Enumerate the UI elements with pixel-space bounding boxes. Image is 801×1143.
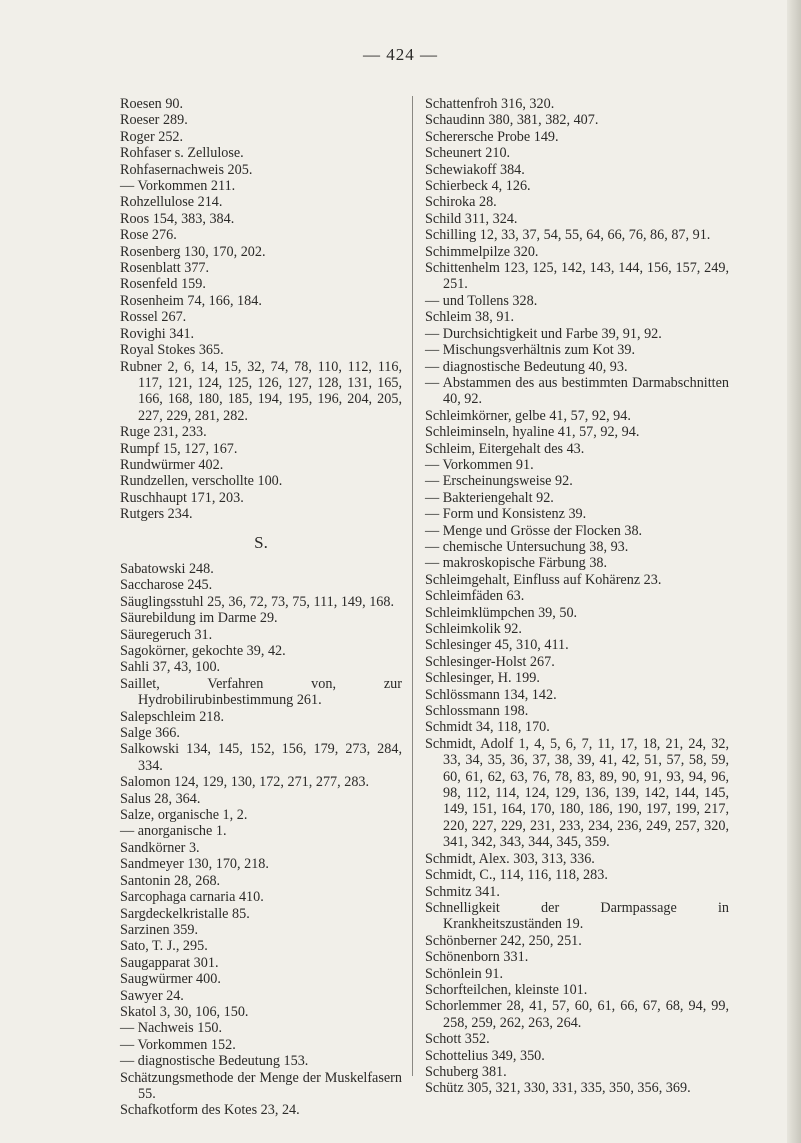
index-entry: Schattenfroh 316, 320. xyxy=(425,96,555,112)
index-entry: Schleimfäden 63. xyxy=(425,588,525,605)
index-entry: Schleim, Eitergehalt des 43. xyxy=(425,440,585,457)
index-entry: Scherersche Probe 149. xyxy=(425,128,559,145)
index-entry: Schätzungsmethode der Menge der Muskelfasern 55. xyxy=(120,1069,402,1102)
index-entry: Schlesinger 45, 310, 411. xyxy=(425,637,569,654)
page-number: — 424 — xyxy=(363,45,438,64)
index-entry: Ruschhaupt 171, 203. xyxy=(120,489,244,506)
index-entry: — diagnostische Bedeutung 153. xyxy=(120,1053,309,1070)
index-entry: — Vorkommen 152. xyxy=(120,1036,236,1053)
index-entry: Schmidt 34, 118, 170. xyxy=(425,719,550,736)
index-column-right xyxy=(425,96,729,1097)
index-entry: Schlesinger, H. 199. xyxy=(425,670,540,687)
index-entry: Schleimkörner, gelbe 41, 57, 92, 94. xyxy=(425,407,631,424)
index-entry: Rundwürmer 402. xyxy=(120,456,224,473)
index-entry: Rundzellen, verschollte 100. xyxy=(120,473,283,490)
index-entry: Schleiminseln, hyaline 41, 57, 92, 94. xyxy=(425,424,640,441)
index-entry: Rovighi 341. xyxy=(120,325,195,342)
index-entry: Rohfasernachweis 205. xyxy=(120,161,253,178)
index-entry: Sabatowski 248. xyxy=(120,560,214,577)
section-letter: S. xyxy=(254,532,268,552)
index-entry: Schleimkolik 92. xyxy=(425,621,522,637)
index-entry: — Vorkommen 91. xyxy=(425,456,534,473)
index-entry: Schmidt, C., 114, 116, 118, 283. xyxy=(425,867,608,884)
index-entry: Roos 154, 383, 384. xyxy=(120,210,235,227)
index-entry: Rubner 2, 6, 14, 15, 32, 74, 78, 110, 112, 116, 117, 121, 124, 125, 126, 127, 128, 131, 165, 166, 168, 180, 185, 194, 195, 196, 204, 205, 227, 229, 281, 282. xyxy=(120,358,402,424)
index-entry: Säuregeruch 31. xyxy=(120,626,213,643)
index-entry: Rohfaser s. Zellulose. xyxy=(120,145,244,162)
index-entry: Roesen 90. xyxy=(120,96,184,112)
index-entry: Säuglingsstuhl 25, 36, 72, 73, 75, 111, 149, 168. xyxy=(120,593,395,610)
index-entry: Schott 352. xyxy=(425,1031,490,1048)
index-entry: — Form und Konsistenz 39. xyxy=(425,506,587,523)
index-entry: Sarcophaga carnaria 410. xyxy=(120,889,264,906)
index-entry: — chemische Untersuchung 38, 93. xyxy=(425,538,629,555)
index-entry: — anorganische 1. xyxy=(120,823,227,840)
index-entry: Schittenhelm 123, 125, 142, 143, 144, 156, 157, 249, 251. xyxy=(425,260,729,293)
index-entry: Schottelius 349, 350. xyxy=(425,1047,545,1064)
entries-sch xyxy=(425,96,729,1097)
index-entry: — und Tollens 328. xyxy=(425,292,538,309)
index-entry: Schönenborn 331. xyxy=(425,949,529,966)
index-entry: — Bakteriengehalt 92. xyxy=(425,489,554,506)
index-entry: Saugwürmer 400. xyxy=(120,971,221,988)
index-entry: Salomon 124, 129, 130, 172, 271, 277, 283. xyxy=(120,774,370,791)
index-entry: Sandmeyer 130, 170, 218. xyxy=(120,856,269,873)
index-entry: Schlossmann 198. xyxy=(425,703,529,720)
index-entry: Schaudinn 380, 381, 382, 407. xyxy=(425,112,599,129)
index-entry: Schafkotform des Kotes 23, 24. xyxy=(120,1102,300,1119)
index-entry: Rutgers 234. xyxy=(120,506,193,523)
index-entry: Schorlemmer 28, 41, 57, 60, 61, 66, 67, 68, 94, 99, 258, 259, 262, 263, 264. xyxy=(425,998,729,1031)
index-entry: Rumpf 15, 127, 167. xyxy=(120,440,238,457)
index-entry: Schorfteilchen, kleinste 101. xyxy=(425,981,588,998)
index-entry: Schewiakoff 384. xyxy=(425,161,525,178)
index-entry: Saugapparat 301. xyxy=(120,954,219,971)
index-entry: Schimmelpilze 320. xyxy=(425,243,539,260)
page-edge xyxy=(787,0,801,1143)
index-entry: Rosenberg 130, 170, 202. xyxy=(120,243,266,260)
index-entry: Schilling 12, 33, 37, 54, 55, 64, 66, 76, 86, 87, 91. xyxy=(425,227,711,244)
index-entry: Schütz 305, 321, 330, 331, 335, 350, 356, 369. xyxy=(425,1080,691,1097)
entries-r xyxy=(120,96,402,523)
index-entry: Saccharose 245. xyxy=(120,577,213,594)
index-entry: — makroskopische Färbung 38. xyxy=(425,555,608,572)
index-entry: Salkowski 134, 145, 152, 156, 179, 273, 284, 334. xyxy=(120,741,402,774)
index-entry: Sahli 37, 43, 100. xyxy=(120,659,221,676)
index-entry: Sawyer 24. xyxy=(120,987,184,1004)
index-entry: Sargdeckelkristalle 85. xyxy=(120,905,250,922)
index-entry: Sandkörner 3. xyxy=(120,839,200,856)
column-divider xyxy=(412,96,413,1076)
index-entry: Schönlein 91. xyxy=(425,965,504,982)
index-entry: Salge 366. xyxy=(120,725,180,742)
index-entry: Royal Stokes 365. xyxy=(120,342,224,359)
index-entry: Schönberner 242, 250, 251. xyxy=(425,932,582,949)
index-entry: Schlössmann 134, 142. xyxy=(425,686,557,703)
index-entry: Rossel 267. xyxy=(120,309,187,326)
index-entry: Schleimgehalt, Einfluss auf Kohärenz 23. xyxy=(425,571,662,588)
index-entry: Schiroka 28. xyxy=(425,194,497,211)
index-entry: — Menge und Grösse der Flocken 38. xyxy=(425,522,643,539)
index-entry: Roeser 289. xyxy=(120,112,188,129)
index-entry: Salze, organische 1, 2. xyxy=(120,807,248,824)
index-entry: Schmidt, Adolf 1, 4, 5, 6, 7, 11, 17, 18, 21, 24, 32, 33, 34, 35, 36, 37, 38, 39, 41, 42, 51, 57, 58, 59, 60, 61, 62, 63, 76, 78, 83, 89, 90, 91, 93, 94, 96, 98, 112, 114, 124, 129, 136, 139, 142, 144, 145, 149, 151, 164, 170, 180, 186, 190, 197, 199, 217, 220, 227, 229, 231, 233, 234, 236, 249, 257, 320, 341, 342, 343, 344, 345, 359. xyxy=(425,735,729,851)
index-entry: Salus 28, 364. xyxy=(120,790,201,807)
index-entry: Schleim 38, 91. xyxy=(425,309,515,326)
index-entry: Ruge 231, 233. xyxy=(120,424,207,441)
index-entry: Rosenheim 74, 166, 184. xyxy=(120,292,262,309)
entries-s xyxy=(120,561,402,1119)
index-entry: Schmitz 341. xyxy=(425,883,500,900)
index-entry: Roger 252. xyxy=(120,128,184,145)
index-entry: Skatol 3, 30, 106, 150. xyxy=(120,1003,249,1020)
index-entry: Säurebildung im Darme 29. xyxy=(120,610,278,627)
index-entry: Santonin 28, 268. xyxy=(120,872,221,889)
index-entry: Saillet, Verfahren von, zur Hydrobilirubinbestimmung 261. xyxy=(120,675,402,709)
index-entry: — Abstammen des aus bestimmten Darmabschnitten 40, 92. xyxy=(425,374,729,408)
index-entry: Scheunert 210. xyxy=(425,145,511,162)
index-entry: Salepschleim 218. xyxy=(120,708,225,725)
index-entry: — Durchsichtigkeit und Farbe 39, 91, 92. xyxy=(425,325,662,342)
index-entry: Rose 276. xyxy=(120,227,177,244)
index-column-left xyxy=(120,96,402,1119)
index-entry: — Nachweis 150. xyxy=(120,1020,223,1037)
index-entry: — Erscheinungsweise 92. xyxy=(425,473,573,490)
index-entry: Rosenblatt 377. xyxy=(120,260,210,277)
index-entry: Schleimklümpchen 39, 50. xyxy=(425,604,578,621)
index-entry: Sagokörner, gekochte 39, 42. xyxy=(120,643,286,659)
index-entry: — Mischungsverhältnis zum Kot 39. xyxy=(425,342,636,359)
index-entry: — Vorkommen 211. xyxy=(120,178,236,195)
index-entry: Rosenfeld 159. xyxy=(120,276,206,293)
index-entry: — diagnostische Bedeutung 40, 93. xyxy=(425,358,628,375)
index-entry: Schnelligkeit der Darmpassage in Krankheitszuständen 19. xyxy=(425,899,729,933)
index-entry: Schmidt, Alex. 303, 313, 336. xyxy=(425,850,595,867)
index-entry: Schuberg 381. xyxy=(425,1063,507,1080)
index-entry: Sarzinen 359. xyxy=(120,921,199,938)
index-entry: Schlesinger-Holst 267. xyxy=(425,653,555,670)
index-entry: Sato, T. J., 295. xyxy=(120,938,208,955)
index-entry: Schierbeck 4, 126. xyxy=(425,178,531,195)
index-entry: Schild 311, 324. xyxy=(425,210,518,227)
index-entry: Rohzellulose 214. xyxy=(120,194,223,211)
